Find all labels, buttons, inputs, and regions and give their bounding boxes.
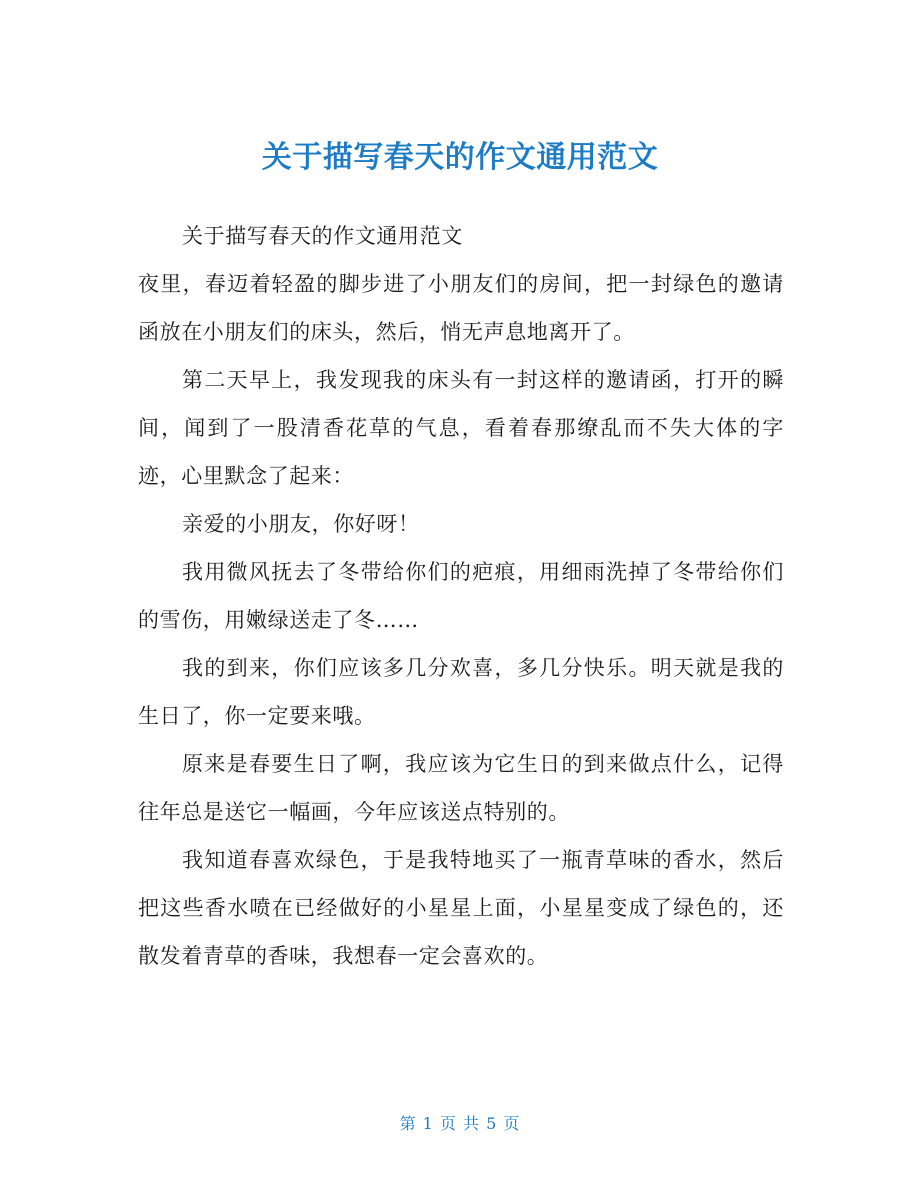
document-body bbox=[138, 212, 784, 980]
body-paragraph: 第二天早上，我发现我的床头有一封这样的邀请函，打开的瞬间，闻到了一股清香花草的气息，看着春那缭乱而不失大体的字迹，心里默念了起来： bbox=[138, 368, 784, 488]
body-paragraph: 我知道春喜欢绿色，于是我特地买了一瓶青草味的香水，然后把这些香水喷在已经做好的小星星上面，小星星变成了绿色的，还散发着青草的香味，我想春一定会喜欢的。 bbox=[138, 848, 784, 968]
page-footer: 第 1 页 共 5 页 bbox=[399, 1114, 521, 1133]
body-paragraph-heading: 关于描写春天的作文通用范文 bbox=[182, 224, 463, 248]
body-paragraph: 我用微风抚去了冬带给你们的疤痕，用细雨洗掉了冬带给你们的雪伤，用嫩绿送走了冬…… bbox=[138, 560, 784, 632]
body-paragraph: 我的到来，你们应该多几分欢喜，多几分快乐。明天就是我的生日了，你一定要来哦。 bbox=[138, 656, 784, 728]
body-paragraph: 亲爱的小朋友，你好呀！ bbox=[182, 512, 420, 536]
document-title: 关于描写春天的作文通用范文 bbox=[261, 140, 659, 176]
body-paragraph: 原来是春要生日了啊，我应该为它生日的到来做点什么，记得往年总是送它一幅画，今年应该送点特别的。 bbox=[138, 752, 784, 824]
body-paragraph: 夜里，春迈着轻盈的脚步进了小朋友们的房间，把一封绿色的邀请函放在小朋友们的床头，然后，悄无声息地离开了。 bbox=[138, 272, 784, 344]
